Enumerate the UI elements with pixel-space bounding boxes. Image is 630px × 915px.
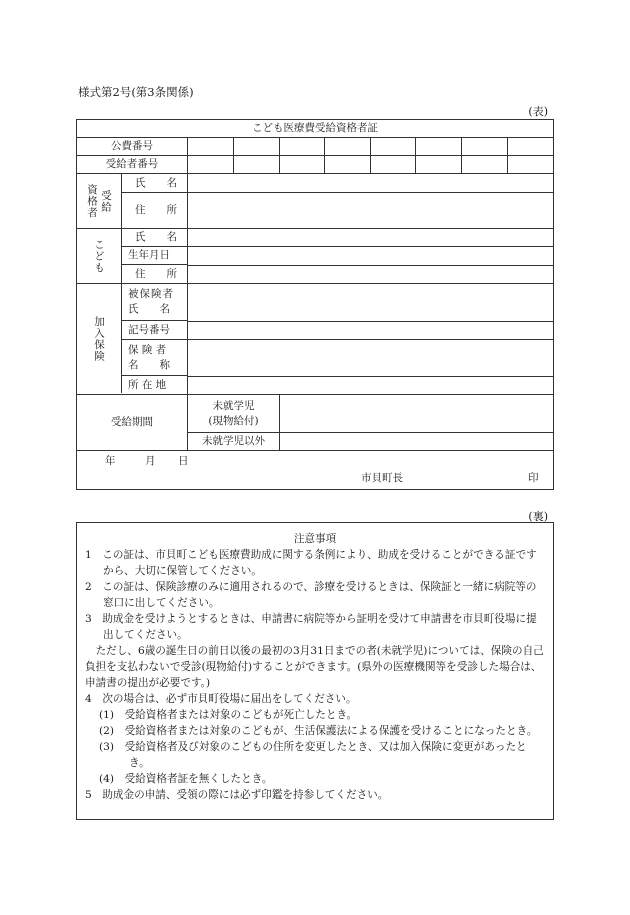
recipient-address-field[interactable] xyxy=(188,192,554,228)
child-group-label: こども xyxy=(93,238,105,274)
digit-cell[interactable] xyxy=(371,156,416,174)
symbol-number-field[interactable] xyxy=(188,321,554,339)
insurance-group xyxy=(77,284,188,395)
recipient-group-label-right: 資格者 xyxy=(86,183,98,219)
note-item: 4 次の場合は、必ず市貝町役場に届出をしてください。 xyxy=(85,693,357,705)
notes-title: 注意事項 xyxy=(293,533,337,545)
child-address-label: 住 所 xyxy=(135,267,177,280)
note-subitem: (3) 受給資格者及び対象のこどもの住所を変更したとき、又は加入保険に変更があったとき。 xyxy=(99,741,527,769)
symbol-number-label: 記号番号 xyxy=(122,321,187,340)
recipient-number-row xyxy=(77,156,554,174)
note-item-detail: ただし、6歳の誕生日の前日以後の最初の3月31日までの者(未就学児)については、保険の自己負担を支払わないで受診(現物給付)することができます。(県外の医療機関等を受診した場合は、申請書の提出が必要です。) xyxy=(85,645,544,689)
note-item: 2 この証は、保険診療のみに適用されるので、診療を受けるときは、保険証と一緒に病院等の窓口に出してください。 xyxy=(85,581,537,609)
issue-date-month: 月 xyxy=(145,455,156,467)
insurance-group-label: 加入保険 xyxy=(93,315,105,362)
digit-cell[interactable] xyxy=(325,156,371,174)
digit-cell[interactable] xyxy=(416,138,462,156)
recipient-group-label-left: 受給 xyxy=(100,189,112,213)
digit-cell[interactable] xyxy=(416,156,462,174)
mayor-label: 市貝町長 xyxy=(361,472,403,484)
notes-box xyxy=(76,522,554,820)
recipient-group xyxy=(77,174,188,229)
recipient-group-label xyxy=(77,174,122,228)
front-side-label: (表) xyxy=(528,105,548,118)
issue-date-year: 年 xyxy=(105,455,116,467)
digit-cell[interactable] xyxy=(371,138,416,156)
recipient-number-label: 受給者番号 xyxy=(77,156,188,174)
digit-cell[interactable] xyxy=(280,138,325,156)
insured-name-field[interactable] xyxy=(188,284,554,322)
issue-date-day: 日 xyxy=(178,455,189,467)
digit-cell[interactable] xyxy=(508,156,554,174)
digit-cell[interactable] xyxy=(188,156,234,174)
digit-cell[interactable] xyxy=(280,156,325,174)
digit-cell[interactable] xyxy=(462,138,508,156)
note-subitem: (2) 受給資格者または対象のこどもが、生活保護法による保護を受けることになったとき。 xyxy=(99,725,538,737)
preschool-label: 未就学児 (現物給付) xyxy=(188,395,280,433)
public-expense-number-row xyxy=(77,138,554,156)
child-birthdate-label: 生年月日 xyxy=(122,247,187,265)
preschool-period-field[interactable] xyxy=(280,395,554,433)
child-birthdate-field[interactable] xyxy=(188,247,554,265)
digit-cell[interactable] xyxy=(234,138,280,156)
note-subitem: (1) 受給資格者または対象のこどもが死亡したとき。 xyxy=(99,709,358,721)
certificate-table xyxy=(76,119,554,490)
digit-cell[interactable] xyxy=(234,156,280,174)
recipient-name-label: 氏 名 xyxy=(122,174,187,193)
note-subitem: (4) 受給資格者証を無くしたとき。 xyxy=(99,773,273,785)
child-group xyxy=(77,229,188,284)
non-preschool-label: 未就学児以外 xyxy=(188,433,280,451)
location-field[interactable] xyxy=(188,376,554,394)
digit-cell[interactable] xyxy=(462,156,508,174)
form-number-label: 様式第2号(第3条関係) xyxy=(78,85,194,99)
seal-mark: 印 xyxy=(528,472,539,484)
note-item: 5 助成金の申請、受領の際には必ず印鑑を持参してください。 xyxy=(85,789,389,801)
insured-name-label: 被保険者 氏 名 xyxy=(122,284,187,321)
child-name-label: 氏 名 xyxy=(122,229,187,247)
insurer-name-field[interactable] xyxy=(188,340,554,377)
child-address-field[interactable] xyxy=(188,265,554,283)
digit-cell[interactable] xyxy=(188,138,234,156)
recipient-address-label: 住 所 xyxy=(135,204,177,216)
recipient-name-field[interactable] xyxy=(188,174,554,193)
issuance-footer xyxy=(77,451,554,490)
digit-cell[interactable] xyxy=(508,138,554,156)
note-item: 1 この証は、市貝町こども医療費助成に関する条例により、助成を受けることができる証ですから、大切に保管してください。 xyxy=(85,549,537,577)
non-preschool-period-field[interactable] xyxy=(280,433,554,451)
certificate-title: こども医療費受給資格者証 xyxy=(77,120,554,138)
period-label: 受給期間 xyxy=(77,395,188,451)
back-side-label: (裏) xyxy=(528,510,548,523)
public-expense-number-label: 公費番号 xyxy=(77,138,188,156)
location-label: 所 在 地 xyxy=(128,378,167,391)
insurer-name-label: 保 険 者 名 称 xyxy=(122,340,187,376)
note-item: 3 助成金を受けようとするときは、申請書に病院等から証明を受けて申請書を市貝町役場に提出してください。 xyxy=(85,613,537,641)
child-name-field[interactable] xyxy=(188,229,554,247)
digit-cell[interactable] xyxy=(325,138,371,156)
